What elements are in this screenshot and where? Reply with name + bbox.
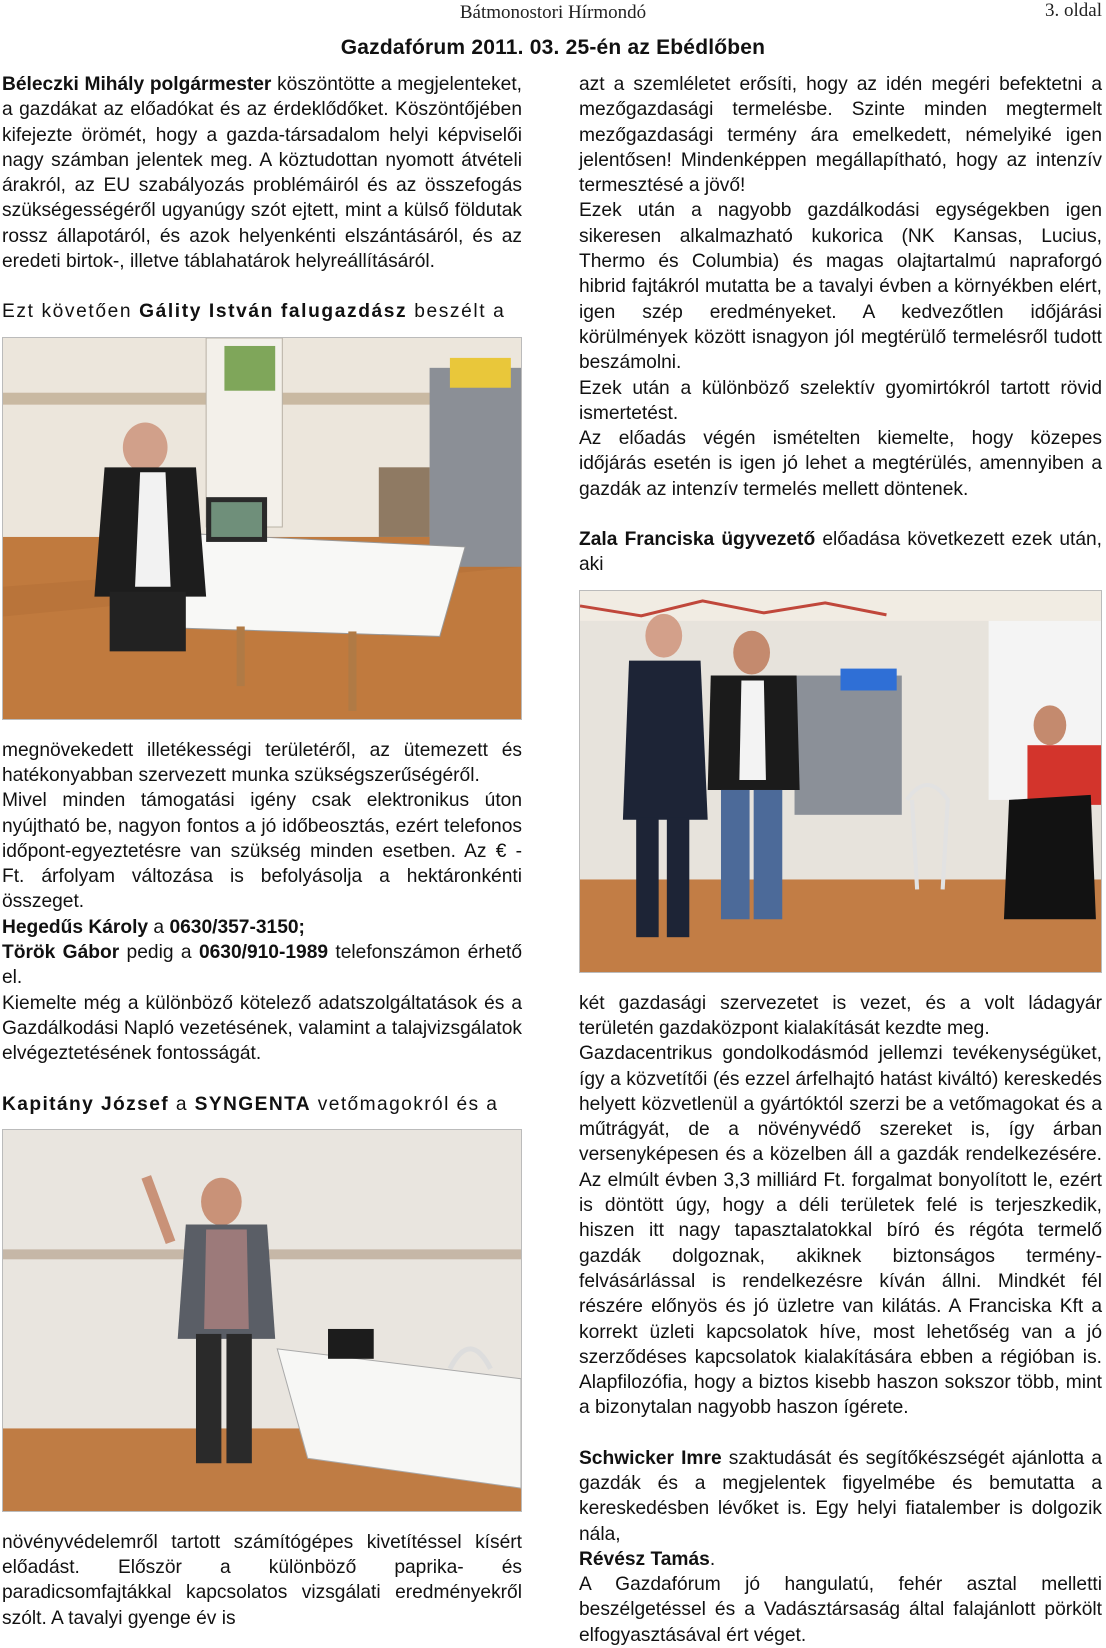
paragraph-mayor: Béleczki Mihály polgármester köszöntötte a megjelenteket, a gazdákat az előadókat és az érdeklődőket. Köszöntőjében kifejezte örömét, hogy a gazda-társadalom helyi képviselői nagy számban jelentek meg. A köztudottan nyomott átvételi árakról, az EU szabályozás problémáiról és az összefogás szükségességéről ugyanúgy szót ejtett, mint a külső földutak rossz állapotáról, és azok helyenkénti elszántásáról, és az eredeti birtok-, illetve táblahatárok helyreállításáról.	[2, 74, 522, 273]
newspaper-name: Bátmonostori Hírmondó	[459, 2, 647, 23]
contact-hegedus-name: Hegedűs Károly	[2, 916, 149, 938]
paragraph-zala-intro: Zala Franciska ügyvezető előadása következett ezek után, aki	[579, 529, 1103, 576]
paragraph-territory: megnövekedett illetékességi területéről, az ütemezett és hatékonyabban szervezett munka szükségszerűségéről.	[2, 739, 522, 786]
page-header	[0, 0, 1106, 28]
paragraph-conclusion: Az előadás végén ismételten kiemelte, hogy közepes időjárás esetén is igen jó lehet a megtérülés, amennyiben a gazdák az intenzív termelés mellett döntenek.	[579, 428, 1102, 500]
paragraph-kapitany-intro: Kapitány József a SYNGENTA vetőmagokról és a	[2, 1093, 499, 1115]
paragraph-electronic: Mivel minden támogatási igény csak elektronikus úton nyújtható be, nagyon fontos a jó időbeosztás, ezért telefonos időpont-egyeztetésre van szükség minden esetben. Az € - Ft. árfolyam változása is befolyásolja a hektáronkénti összeget.	[2, 790, 522, 913]
mayor-name: Béleczki Mihály polgármester	[2, 74, 272, 95]
schwicker-name: Schwicker Imre	[579, 1447, 722, 1469]
paragraph-corn-sunflower: Ezek után a nagyobb gazdálkodási egységekben igen sikeresen alkalmazható kukorica (NK Kansas, Lucius, Thermo és Columbia) és magas olajtartalmú napraforgó hibrid fajtákról mutatta be a tavalyi évben a környékben elért, igen szép eredményeket. A kedvezőtlen időjárási körülmények között isnagyon jól megtérülő termelésről tudott beszámolni.	[579, 200, 1102, 374]
paragraph-herbicides: Ezek után a különböző szelektív gyomirtókról tartott rövid ismertetést.	[579, 377, 1102, 424]
paragraph-obligations: Kiemelte még a különböző kötelező adatszolgáltatások és a Gazdálkodási Napló vezetésének, valamint a talajvizsgálatok elvégeztetésének fontosságát.	[2, 992, 522, 1065]
left-column	[2, 72, 522, 1631]
revesz-name: Révész Tamás	[579, 1548, 710, 1570]
photo-two-speakers	[579, 590, 1102, 973]
paragraph-organizations: két gazdasági szervezetet is vezet, és a volt ládagyár területén gazdaközpont kialakítását kezdte meg.	[579, 992, 1102, 1039]
photo-presenter-at-laptop	[2, 337, 522, 720]
article-headline: Gazdafórum 2011. 03. 25-én az Ebédlőben	[340, 36, 766, 59]
contact-torok: Török Gábor pedig a 0630/910-1989 telefonszámon érhető el.	[2, 942, 522, 989]
zala-name: Zala Franciska ügyvezető	[579, 529, 816, 551]
page-number: 3. oldal	[1045, 0, 1102, 21]
paragraph-pepper-tomato: növényvédelemről tartott számítógépes kivetítéssel kísért előadást. Először a különböző paprika- és paradicsomfajtákkal kapcsolatos vizsgálati eredményekről szólt. A tavalyi gyenge év is	[2, 1531, 522, 1629]
kapitany-name: Kapitány József	[2, 1093, 170, 1115]
paragraph-gality-intro: Ezt követően Gálity István falugazdász beszélt a	[2, 301, 506, 323]
contact-hegedus-phone: 0630/357-3150;	[169, 916, 305, 938]
paragraph-closing: A Gazdafórum jó hangulatú, fehér asztal melletti beszélgetéssel és a Vadásztársaság által falajánlott pörkölt elfogyasztásával ért véget.	[579, 1574, 1102, 1646]
contact-torok-name: Török Gábor	[2, 942, 120, 964]
syngenta-name: SYNGENTA	[194, 1093, 312, 1115]
paragraph-investment: azt a szemléletet erősíti, hogy az idén megéri befektetni a mezőgazdasági termelésbe. Szinte minden megtermelt mezőgazdasági termény ára emelkedett, némelyiké igen jelentősen! Mindenképpen megállapítható, hogy az intenzív termesztésé a jövő!	[579, 74, 1102, 197]
contact-hegedus: Hegedűs Károly a 0630/357-3150;	[2, 916, 305, 938]
paragraph-farmer-centric: Gazdacentrikus gondolkodásmód jellemzi tevékenységüket, így a közvetítői (és ezzel árfelhajtó hatást kiváltó) kereskedés helyett közvetlenül a gyártóktól szerzi be a vetőmagokat és a műtrágyát, de a növényvédő szereket is, így árban versenyképesen és a közelben áll a gazdák rendelkezésére. Az elmúlt évben 3,3 milliárd Ft. forgalmat bonyolított le, ezért is döntött úgy, hogy a déli területek felé is terjeszkedik, hiszen itt nagy tapasztalatokkal bíró és régóta termelő gazdák dolgoznak, akiknek biztonságos termény-felvásárlással is rendelkezésre kíván állni. Mindkét fél részére előnyös és jó üzletre van kilátás. A Franciska Kft a korrekt üzleti kapcsolatok híve, most lehetőség van a jó szerződéses kapcsolatok kialakítására ebben a régióban is. Alapfilozófia, hogy a biztos kisebb haszon sokszor több, mint a bizonytalan nagyobb haszon ígérete.	[579, 1043, 1102, 1419]
right-column	[579, 72, 1102, 1648]
photo-speaker-pointing	[2, 1129, 522, 1512]
contact-torok-phone: 0630/910-1989	[198, 942, 329, 964]
paragraph-schwicker: Schwicker Imre szaktudását és segítőkészségét ajánlotta a gazdák és a megjelentek figyelmébe és bemutatta a kereskedésben lévőket is. Egy helyi fiatalember is dolgozik nála, Révész Tamás.	[579, 1447, 1102, 1570]
gality-name: Gálity István falugazdász	[139, 301, 408, 323]
